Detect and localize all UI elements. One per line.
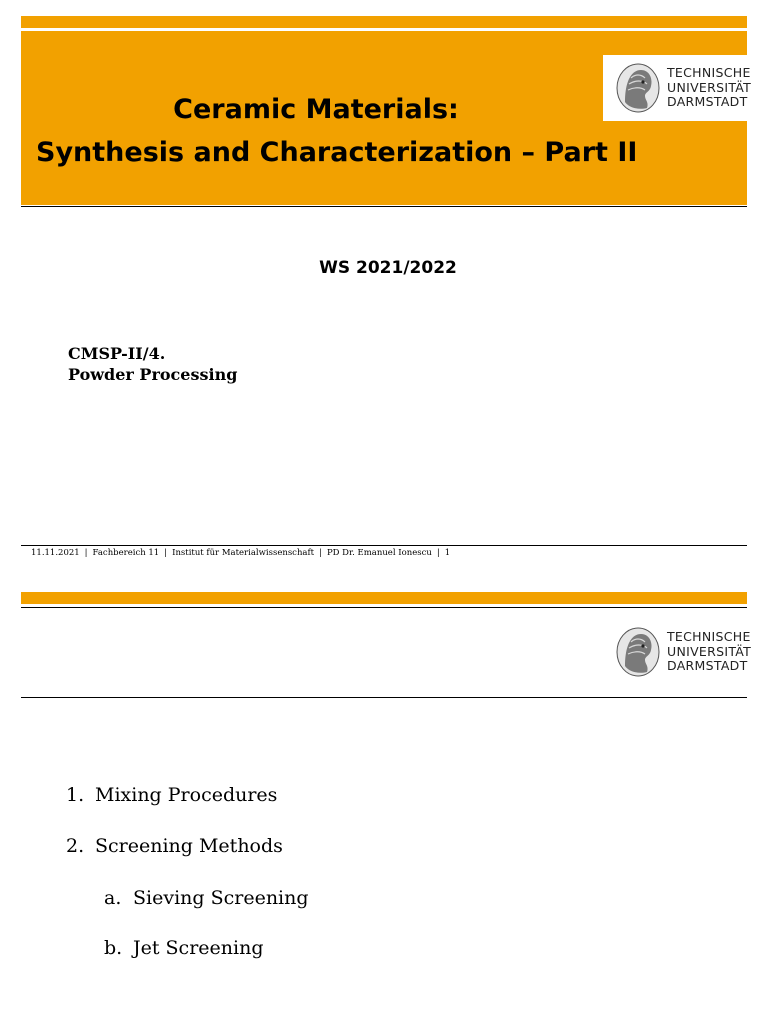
- outline-subitem-jet: [104, 937, 263, 959]
- lecture-heading: [68, 343, 237, 385]
- outline-text: Screening Methods: [95, 835, 283, 857]
- title-bottom-rule: [21, 206, 747, 207]
- outline-marker: b.: [104, 937, 123, 959]
- outline-marker: 2.: [66, 835, 85, 857]
- footer-department: Fachbereich 11: [92, 548, 160, 558]
- outline-text: Sieving Screening: [133, 887, 309, 909]
- top-accent-strip-2: [21, 592, 747, 604]
- slide-title-line1: Ceramic Materials:: [173, 94, 459, 125]
- athena-seal-icon: [615, 62, 661, 114]
- outline-marker: 1.: [66, 784, 85, 806]
- footer-page-number: 1: [444, 548, 451, 558]
- logo-line1: TECHNISCHE: [667, 629, 751, 645]
- lecture-code: CMSP-II/4.: [68, 344, 166, 363]
- outline-text: Jet Screening: [133, 937, 264, 959]
- header-rule-2: [21, 607, 747, 608]
- slide-title-line2: Synthesis and Characterization – Part II: [36, 137, 638, 168]
- footer-institute: Institut für Materialwissenschaft: [172, 548, 315, 558]
- university-logo: [603, 55, 760, 121]
- footer-separator: |: [319, 548, 322, 558]
- athena-seal-icon: [615, 626, 661, 678]
- outline-item-screening: [66, 835, 283, 857]
- outline-subitem-sieving: [104, 887, 309, 909]
- logo-line2: UNIVERSITÄT: [667, 79, 752, 95]
- slide-title: [36, 88, 638, 174]
- footer-separator: |: [84, 548, 88, 558]
- lecture-title: Powder Processing: [68, 365, 238, 384]
- logo-line3: DARMSTADT: [667, 658, 748, 674]
- logo-line1: TECHNISCHE: [667, 65, 751, 81]
- footer-separator: |: [436, 548, 440, 558]
- outline-item-mixing: [66, 784, 277, 806]
- footer-date: 11.11.2021: [31, 548, 80, 558]
- top-accent-strip: [21, 16, 747, 28]
- logo-wordmark: [667, 66, 751, 110]
- university-logo-2: [603, 619, 760, 685]
- footer-top-rule: [21, 545, 747, 546]
- logo-line2: UNIVERSITÄT: [667, 643, 752, 659]
- outline-text: Mixing Procedures: [95, 784, 278, 806]
- slide-footer: [31, 548, 450, 558]
- header-bottom-rule-2: [21, 697, 747, 698]
- logo-wordmark-2: [667, 630, 751, 674]
- outline-marker: a.: [104, 887, 122, 909]
- footer-lecturer: PD Dr. Emanuel Ionescu: [326, 548, 432, 558]
- logo-line3: DARMSTADT: [667, 94, 748, 110]
- footer-separator: |: [164, 548, 168, 558]
- semester-label: WS 2021/2022: [319, 258, 457, 278]
